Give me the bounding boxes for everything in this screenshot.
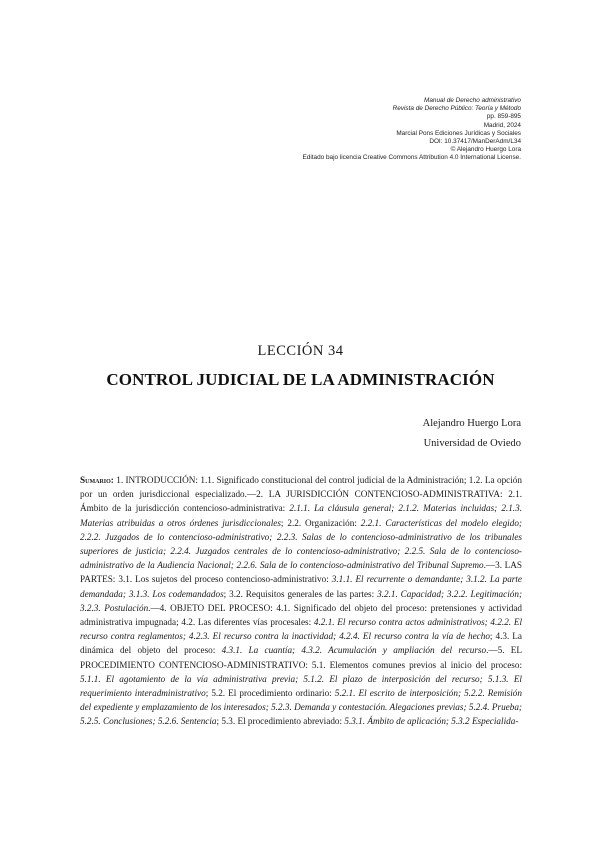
metadata-line: Revista de Derecho Público: Teoría y Método <box>392 105 521 113</box>
author-name: Alejandro Huergo Lora <box>422 418 521 429</box>
summary-subsection-text: 2.1.1. La cláusula general; 2.1.2. Materias incluidas; 2.1.3. Materias atribuidas a otros órdenes jurisdiccionales <box>80 503 522 528</box>
publication-metadata <box>181 97 521 163</box>
summary-body <box>80 475 522 726</box>
summary-section-text: .—5. EL PROCEDIMIENTO CONTENCIOSO-ADMINISTRATIVO: 5.1. Elementos comunes previos al inicio del proceso: <box>80 645 522 670</box>
author-affiliation: Universidad de Oviedo <box>423 438 521 449</box>
summary-subsection-text: 3.1.1. El recurrente o demandante; 3.1.2. La parte demandada; 3.1.3. Los codemandados <box>80 574 523 599</box>
summary-subsection-text: 2.2.1. Características del modelo elegido; 2.2.2. Juzgados de lo contencioso-administrativo; 2.2.3. Salas de lo contencioso-administrativo de los tribunales superiores de justicia; 2.2.4. Juzgados centrales de lo contencioso-administrativo; 2.2.5. Sala de lo contencioso-administrativo de la Audiencia Nacional; 2.2.6. Sala de lo contencioso-administrativo del Tribunal Supremo <box>80 517 522 571</box>
lesson-number: LECCIÓN 34 <box>257 343 344 359</box>
summary-subsection-text: 4.2.1. El recurso contra actos administrativos; 4.2.2. El recurso contra reglamentos; 4.2.3. El recurso contra la inactividad; 4.2.4. El recurso contra la vía de hecho <box>80 617 522 642</box>
metadata-line: Editado bajo licencia Creative Commons Attribution 4.0 International License. <box>302 154 521 162</box>
metadata-line: © Alejandro Huergo Lora <box>450 146 521 154</box>
summary-section-text: ; 4.3. La dinámica del objeto del proceso: <box>80 631 522 656</box>
summary-subsection-text: 5.1.1. El agotamiento de la vía administrativa previa; 5.1.2. El plazo de interposición del recurso; 5.1.3. El requerimiento interadministrativo <box>80 673 522 699</box>
metadata-line: pp. 859-895 <box>486 113 521 121</box>
summary-section-text: .—4. OBJETO DEL PROCESO: 4.1. Significado del objeto del proceso: pretensiones y actividad administrativa impugnada; 4.2. Las diferentes vías procesales: <box>80 602 522 628</box>
summary-subsection-text: 5.2.1. El escrito de interposición; 5.2.2. Remisión del expediente y emplazamiento de los interesados; 5.2.3. Demanda y contestación. Alegaciones previas; 5.2.4. Prueba; 5.2.5. Conclusiones; 5.2.6. Sentencia <box>80 688 522 727</box>
summary-section-text: ; 3.2. Requisitos generales de las partes: <box>223 588 378 599</box>
summary-section-text: ; 2.2. Organización: <box>280 517 361 528</box>
summary-section-text: .—3. LAS PARTES: 3.1. Los sujetos del proceso contencioso-administrativo: <box>80 560 522 585</box>
summary-section-text: ; 5.3. El procedimiento abreviado: <box>216 716 345 727</box>
chapter-title: CONTROL JUDICIAL DE LA ADMINISTRACIÓN <box>106 370 495 389</box>
summary-section-text: 1. INTRODUCCIÓN: 1.1. Significado constitucional del control judicial de la Administración; 1.2. La opción por un orden jurisdiccional especializado.—2. LA JURISDICCIÓN CONTENCIOSO-ADMINISTRATIVA: 2.1. Ámbito de la jurisdicción contencioso-administrativa: <box>80 475 522 514</box>
summary-subsection-text: 5.3.1. Ámbito de aplicación; 5.3.2 Especialida- <box>344 716 519 727</box>
metadata-line: Manual de Derecho administrativo <box>424 97 521 104</box>
summary-label: Sumario: <box>80 475 114 485</box>
metadata-line: DOI: 10.37417/ManDerAdm/L34 <box>429 138 521 146</box>
summary-subsection-text: 3.2.1. Capacidad; 3.2.2. Legitimación; 3.2.3. Postulación <box>80 588 523 613</box>
metadata-line: Marcial Pons Ediciones Jurídicas y Sociales <box>396 129 521 137</box>
summary-section-text: ; 5.2. El procedimiento ordinario: <box>205 688 335 699</box>
summary-paragraph <box>80 473 522 729</box>
metadata-line: Madrid, 2024 <box>483 121 521 129</box>
summary-subsection-text: 4.3.1. La cuantía; 4.3.2. Acumulación y ampliación del recurso <box>221 645 487 656</box>
